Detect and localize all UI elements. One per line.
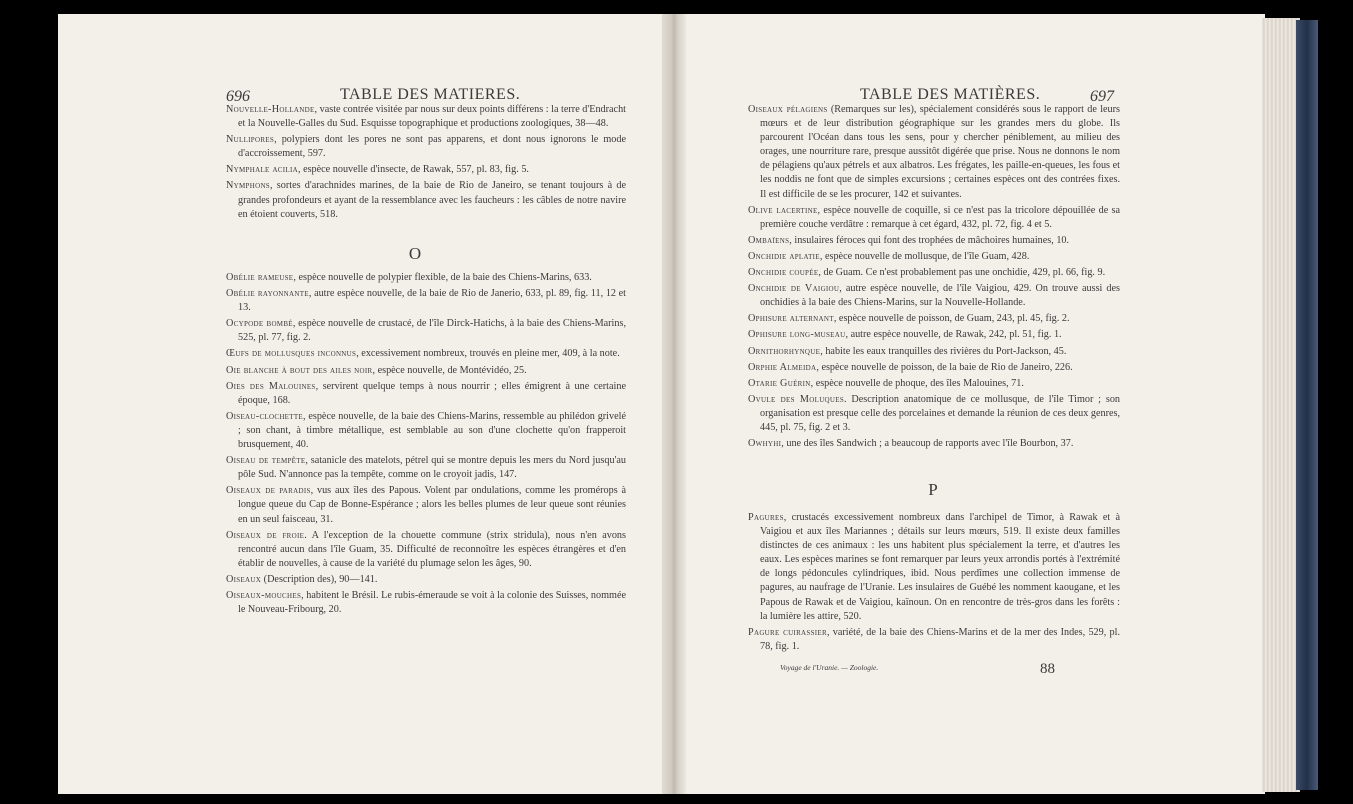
index-entry bbox=[748, 266, 1120, 280]
page-edges-right bbox=[1262, 18, 1300, 792]
entry-text: , espèce nouvelle, de la baie des Chiens-Marins, ressemble au philédon grivelé ; son chant, à timbre métallique, est semblable au son d'une clochette qu'on frapperoit brusquement, 40. bbox=[238, 410, 626, 451]
index-entry bbox=[748, 282, 1120, 310]
signature-mark: 88 bbox=[1040, 661, 1055, 677]
index-entry bbox=[226, 163, 626, 177]
entry-heading: Oiseaux-mouches bbox=[226, 589, 302, 601]
entry-heading: Obélie rameuse bbox=[226, 272, 294, 283]
entry-heading: Ophisure long-museau bbox=[748, 329, 846, 341]
index-entry bbox=[748, 626, 1120, 654]
index-entry bbox=[226, 454, 626, 482]
entry-heading: Nymphons bbox=[226, 180, 270, 192]
entries-o-continued bbox=[748, 103, 1120, 451]
entry-text: , insulaires féroces qui font des trophées de mâchoires humaines, 10. bbox=[789, 234, 1070, 246]
entry-heading: Oie blanche à bout des ailes noir bbox=[226, 364, 373, 376]
entry-text: , servirent quelque temps à nous nourrir ; elles émigrent à une certaine époque, 168. bbox=[238, 380, 626, 406]
right-page-number: 697 bbox=[1090, 88, 1114, 105]
entry-text: (Remarques sur les), spécialement considérés sous le rapport de leurs mœurs et de leur distribution géographique sur les grandes mers du globe. Ils parcourent l'Océan dans tous les sens, pour y chercher péniblement, au milieu des orages, une nourriture rare, presque aussitôt digérée que prise. Nous ne donnons le nom de pélagiens qu'aux pétrels et aux albatros. Les frégates, les paille-en-queues, les fous et les noddis ne font que de simples excursions ; certaines espèces ont des contrées fixes. Il est difficile de se les procurer, 142 et suivantes. bbox=[760, 104, 1120, 200]
entry-heading: Orphie Almeida bbox=[748, 361, 817, 373]
index-entry bbox=[748, 312, 1120, 326]
entry-text: , autre espèce nouvelle, de la baie de Rio de Janerio, 633, pl. 89, fig. 11, 12 et 13. bbox=[238, 288, 626, 314]
entry-text: , autre espèce nouvelle, de l'île Vaigiou, 429. On trouve aussi des onchidies à la baie des Chiens-Marins, sur la Nouvelle-Hollande. bbox=[760, 283, 1120, 309]
entries-n bbox=[226, 103, 626, 222]
entry-heading: Obélie rayonnante bbox=[226, 288, 309, 300]
index-entry bbox=[748, 328, 1120, 342]
index-entry bbox=[226, 133, 626, 161]
left-running-head: TABLE DES MATIERES. bbox=[340, 86, 521, 103]
entry-text: , vus aux îles des Papous. Volent par ondulations, comme les promérops à longue queue du Cap de Bonne-Espérance ; alors les belles plumes de leur queue sont réunies en un seul faisceau, 31. bbox=[238, 485, 626, 525]
entry-text: , espèce nouvelle, de Montévidéo, 25. bbox=[372, 364, 527, 376]
entry-heading: Pagure cuirassier bbox=[748, 626, 827, 638]
entry-text: , espèce nouvelle de poisson, de Guam, 243, pl. 45, fig. 2. bbox=[833, 313, 1070, 325]
index-entry bbox=[748, 103, 1120, 202]
entry-heading: Onchidie coupée bbox=[748, 267, 819, 279]
left-index-column-o bbox=[226, 271, 626, 619]
entry-text: (Description des), 90—141. bbox=[261, 573, 378, 585]
index-entry bbox=[226, 573, 626, 587]
entry-text: , de Guam. Ce n'est probablement pas une onchidie, 429, pl. 66, fig. 9. bbox=[818, 267, 1106, 279]
entry-heading: Oiseaux bbox=[226, 573, 262, 585]
entry-heading: Onchidie aplatie bbox=[748, 250, 820, 262]
index-entry bbox=[748, 234, 1120, 248]
entry-heading: Pagures bbox=[748, 512, 784, 523]
index-entry bbox=[226, 317, 626, 345]
book-gutter bbox=[662, 14, 686, 794]
entry-heading: Oiseau de tempête bbox=[226, 455, 306, 467]
index-entry bbox=[748, 250, 1120, 264]
entry-text: , excessivement nombreux, trouvés en pleine mer, 409, à la note. bbox=[356, 348, 620, 360]
entry-heading: Ombaïens bbox=[748, 234, 790, 246]
index-entry bbox=[226, 529, 626, 571]
left-index-column bbox=[226, 103, 626, 224]
entry-heading: Oies des Malouines bbox=[226, 380, 316, 392]
entry-heading: Owhyhi bbox=[748, 438, 782, 450]
index-entry bbox=[226, 380, 626, 408]
entry-text: , polypiers dont les pores ne sont pas apparens, et dont nous ignorons le mode d'accroissement, 597. bbox=[238, 134, 626, 160]
entry-text: , habite les eaux tranquilles des rivières du Port-Jackson, 45. bbox=[820, 345, 1067, 357]
index-entry bbox=[748, 361, 1120, 375]
entry-text: . A l'exception de la chouette commune (strix stridula), nous n'en avons rencontré aucun dans l'île Guam, 35. Difficulté de reconnoître les espèces étrangères et d'en établir de nouvelles, à cause de la variété du plumage selon les âges, 90. bbox=[238, 529, 626, 569]
entry-text: . Description anatomique de ce mollusque, de l'île Timor ; son organisation est presque celle des porcelaines et demande la réunion de ces deux genres, 445, pl. 75, fig. 2 et 3. bbox=[760, 393, 1121, 433]
entry-text: , une des îles Sandwich ; a beaucoup de rapports avec l'île Bourbon, 37. bbox=[781, 438, 1074, 450]
index-entry bbox=[226, 410, 626, 452]
index-entry bbox=[226, 484, 626, 526]
entry-heading: Nouvelle-Hollande bbox=[226, 104, 315, 115]
entry-text: , espèce nouvelle de poisson, de la baie de Rio de Janeiro, 226. bbox=[816, 361, 1073, 373]
entry-text: , espèce nouvelle de coquille, si ce n'est pas la tricolore dépouillée de sa première couche verdâtre : remarque à cet égard, 432, pl. 72, fig. 4 et 5. bbox=[760, 204, 1120, 230]
entry-heading: Olive lacertine bbox=[748, 204, 818, 216]
index-entry bbox=[226, 287, 626, 315]
entries-p bbox=[748, 511, 1120, 654]
entry-text: , satanicle des matelots, pétrel qui se montre depuis les mers du Nord jusqu'au pôle Sud. N'annonce pas la tempête, comme on le croyoit jadis, 147. bbox=[238, 455, 627, 481]
index-entry bbox=[748, 393, 1120, 435]
entry-heading: Nullipores bbox=[226, 134, 275, 146]
entry-text: , espèce nouvelle de phoque, des îles Malouines, 71. bbox=[810, 377, 1024, 389]
entry-heading: Oiseau-clochette bbox=[226, 410, 303, 422]
right-index-column-p bbox=[748, 511, 1120, 656]
index-entry bbox=[748, 204, 1120, 232]
index-entry bbox=[226, 347, 626, 361]
entry-heading: Oiseaux pélagiens bbox=[748, 104, 828, 115]
entry-heading: Onchidie de Vaigiou bbox=[748, 283, 840, 295]
index-entry bbox=[226, 179, 626, 221]
entry-text: , habitent le Brésil. Le rubis-émeraude se voit à la colonie des Suisses, nommée le Nouveau-Fribourg, 20. bbox=[238, 589, 626, 616]
entry-text: , espèce nouvelle de mollusque, de l'île Guam, 428. bbox=[819, 250, 1030, 262]
entry-text: , espèce nouvelle de crustacé, de l'île Dirck-Hatichs, à la baie des Chiens-Marins, 525, pl. 77, fig. 2. bbox=[238, 318, 626, 344]
index-entry bbox=[226, 364, 626, 378]
index-entry bbox=[226, 103, 626, 131]
index-entry bbox=[226, 589, 626, 617]
entry-heading: Ophisure alternant bbox=[748, 313, 834, 325]
entry-heading: Ornithorhynque bbox=[748, 345, 821, 357]
entry-heading: Otarie Guérin bbox=[748, 377, 811, 389]
section-letter-o: O bbox=[408, 244, 422, 263]
entry-text: , espèce nouvelle d'insecte, de Rawak, 557, pl. 83, fig. 5. bbox=[297, 164, 529, 176]
entry-text: , sortes d'arachnides marines, de la baie de Rio de Janeiro, se tenant toujours à de grandes profondeurs et ayant de la ressemblance avec les faucheurs : les câbles de notre navire en étoient couverts, 518. bbox=[238, 180, 626, 220]
entry-heading: Oiseaux de paradis bbox=[226, 485, 311, 497]
right-index-column bbox=[748, 103, 1120, 453]
entry-text: , variété, de la baie des Chiens-Marins et de la mer des Indes, 529, pl. 78, fig. 1. bbox=[760, 626, 1120, 652]
book-cover-edge bbox=[1296, 20, 1318, 790]
entry-text: , autre espèce nouvelle, de Rawak, 242, pl. 51, fig. 1. bbox=[845, 329, 1062, 341]
left-page-number: 696 bbox=[226, 88, 250, 105]
entry-heading: Nymphale acilia bbox=[226, 164, 298, 176]
index-entry bbox=[748, 511, 1120, 624]
right-running-head: TABLE DES MATIÈRES. bbox=[860, 86, 1041, 103]
entry-heading: Ovule des Moluques bbox=[748, 393, 845, 405]
entry-heading: Oiseaux de froie bbox=[226, 529, 305, 541]
entry-text: , vaste contrée visitée par nous sur deux points différens : la terre d'Endracht et la Nouvelle-Galles du Sud. Esquisse topographique et productions zoologiques, 38—48. bbox=[238, 104, 626, 130]
index-entry bbox=[748, 345, 1120, 359]
index-entry bbox=[226, 271, 626, 285]
entry-heading: Œufs de mollusques inconnus bbox=[226, 348, 357, 360]
entry-heading: Ocypode bombé bbox=[226, 318, 293, 330]
footer-note: Voyage de l'Uranie. — Zoologie. bbox=[780, 663, 879, 672]
entry-text: , crustacés excessivement nombreux dans l'archipel de Timor, à Rawak et à Vaigiou et aux îles Mariannes ; détails sur leurs mœurs, 519. Il existe deux familles distinctes de ces animaux : les uns habitent plus spécialement la terre, et d'autres les eaux. Les espèces marines se font remarquer par leurs yeux arrondis portés à l'extrémité de longs pédoncules cylindriques, ibid. Nous perdîmes une collection immense de pagures, au naufrage de l'Uranie. Les insulaires de Guébé les nomment kaougane, et les Papous de Rawak et de Vaigiou, kaïnoun. On en rencontre de très-gros dans les forêts : la lumière les attire, 520. bbox=[760, 512, 1120, 622]
entries-o bbox=[226, 271, 626, 617]
entry-text: , espèce nouvelle de polypier flexible, de la baie des Chiens-Marins, 633. bbox=[293, 272, 592, 283]
index-entry bbox=[748, 377, 1120, 391]
section-letter-p: P bbox=[928, 480, 938, 499]
index-entry bbox=[748, 437, 1120, 451]
